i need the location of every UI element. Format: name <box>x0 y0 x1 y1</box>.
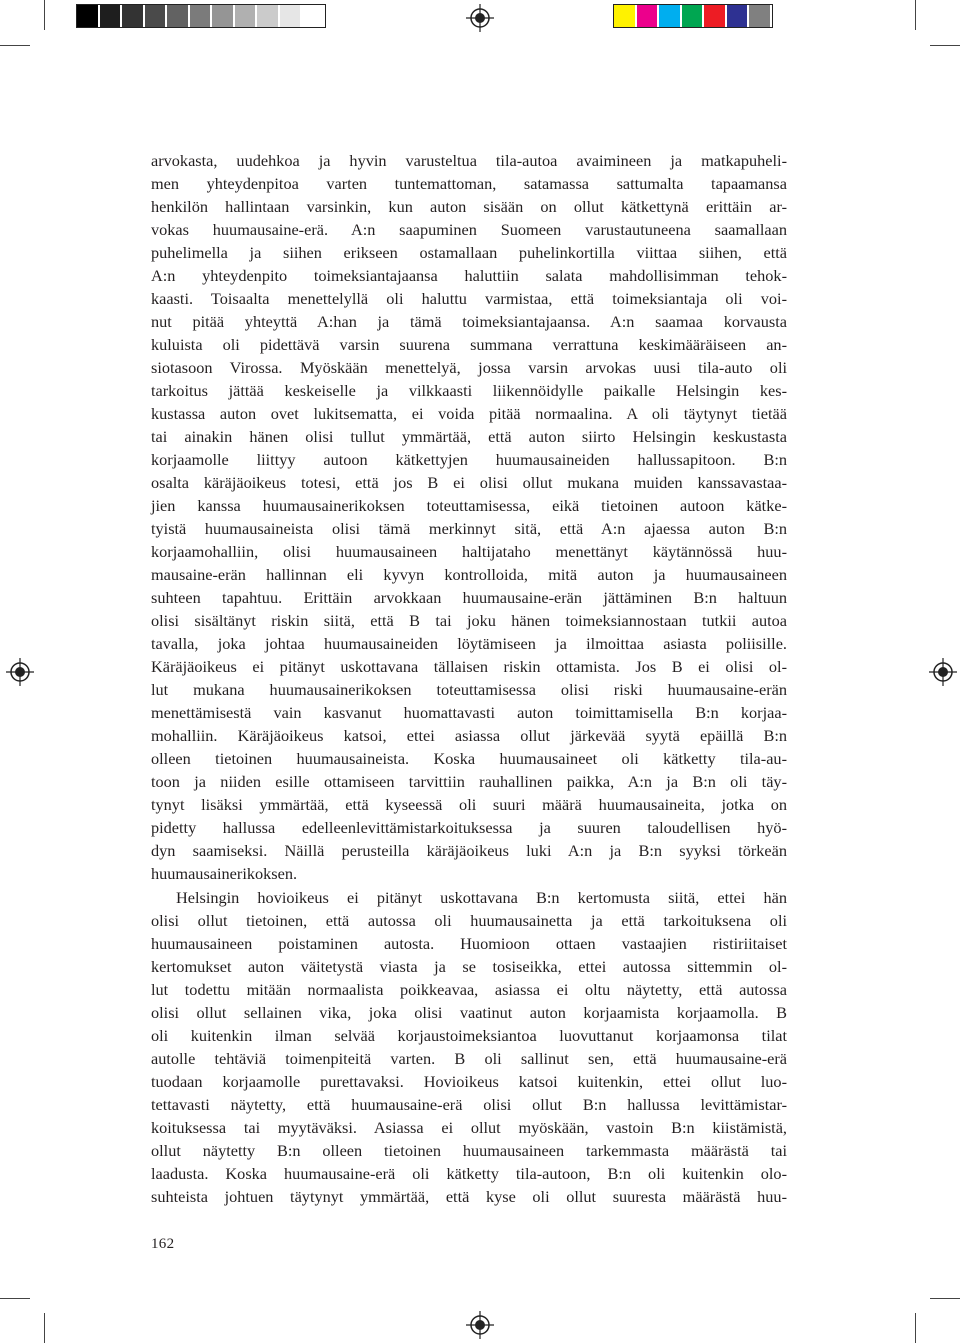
text-line: olisi ollut sellainen vika, joka olisi vaatinut auton korjaamista korjaamolla. B <box>151 1002 787 1022</box>
text-line: tai ainakin hänen olisi tullut ymmärtää, että auton siirto Helsingin keskustasta <box>151 427 787 447</box>
crop-mark-top-left-horizontal <box>0 45 30 46</box>
text-line: Käräjäoikeus ei pitänyt uskottavana tällaisen riskin ottamista. Jos B ei olisi ol- <box>151 657 787 677</box>
text-line: mohalliin. Käräjäoikeus katsoi, ettei asiassa ollut järkevää syytä epäillä B:n <box>151 726 787 746</box>
text-line: A:n yhteydenpito toimeksiantajaansa haluttiin salata mahdollisimman tehok- <box>151 266 787 286</box>
gray-swatch <box>145 5 168 27</box>
text-line: korjaamolle liittyy autoon kätkettyjen huumausaineiden hallussapitoon. B:n <box>151 450 787 470</box>
text-line: kuluista oli pidettävä varsin suurena summana verrattuna keskimääräiseen an- <box>151 335 787 355</box>
crop-mark-bottom-right-horizontal <box>930 1298 960 1299</box>
color-swatch <box>704 5 727 27</box>
text-line: tynyt lisäksi ymmärtää, että kyseessä oli suuri määrä huumausaineita, jotka on <box>151 795 787 815</box>
text-line: mausaine-erän hallinnan eli kyvyn kontrolloida, mitä auton ja huumausaineen <box>151 565 787 585</box>
page-number: 162 <box>151 1236 175 1252</box>
text-line: nut pitää yhteyttä A:han ja tämä toimeksiantajaansa. A:n saamaa korvausta <box>151 312 787 332</box>
text-line: pidetty hallussa edelleenlevittämistarkoituksessa ja suuren taloudellisen hyö- <box>151 818 787 838</box>
text-line: men yhteydenpitoa varten tuntemattoman, satamassa sattumalta tapaamansa <box>151 174 787 194</box>
text-line: huumausaineen poistaminen autosta. Huomioon ottaen vastaajien ristiriitaiset <box>151 933 787 953</box>
text-line: tarkoitus jättää keskeiselle ja vilkkaasti liikennöidylle paikalle Helsingin kes- <box>151 381 787 401</box>
color-swatch <box>749 5 772 27</box>
gray-swatch <box>100 5 123 27</box>
text-line: tyistä huumausaineista olisi tämä merkinnyt sitä, että A:n ajaessa auton B:n <box>151 519 787 539</box>
text-line: laadusta. Koska huumausaine-erä oli kätketty tila-autoon, B:n oli kuitenkin olo- <box>151 1163 787 1183</box>
text-line: tettavasti näytetty, että huumausaine-erä olisi ollut B:n hallussa levittämistar- <box>151 1094 787 1114</box>
crop-mark-top-right-vertical <box>915 0 916 30</box>
text-line: toon ja niiden esille ottamiseen tarvittiin rauhallinen paikka, A:n ja B:n oli täy- <box>151 772 787 792</box>
text-line: osalta käräjäoikeus totesi, että jos B ei olisi ollut mukana muiden kanssavastaa- <box>151 473 787 493</box>
registration-mark-bottom-icon <box>466 1311 494 1339</box>
registration-mark-top-icon <box>466 4 494 32</box>
gray-swatch <box>212 5 235 27</box>
text-line: dyn saamiseksi. Näillä perusteilla käräjäoikeus luki A:n ja B:n syyksi törkeän <box>151 841 787 861</box>
text-line: ollut näytetty B:n olleen tietoinen huumausaineen tarkemmasta määrästä tai <box>151 1140 787 1160</box>
text-line: olleen tietoinen huumausaineista. Koska huumausaineet oli kätketty tila-au- <box>151 749 787 769</box>
text-line: vokas huumausaine-erä. A:n saapuminen Suomeen varustautuneena saamallaan <box>151 220 787 240</box>
gray-swatch <box>302 5 325 27</box>
text-line: Helsingin hovioikeus ei pitänyt uskottavana B:n kertomusta siitä, ettei hän <box>176 887 787 907</box>
gray-swatch <box>167 5 190 27</box>
gray-swatch <box>280 5 303 27</box>
text-line: huumausainerikoksen. <box>151 864 298 884</box>
text-line: puhelimella ja siihen erikseen ostamallaan puhelinkortilla viittaa siihen, että <box>151 243 787 263</box>
text-line: kertomukset auton väitetystä viasta ja se tosiseikka, ettei autossa sittemmin ol- <box>151 956 787 976</box>
text-line: kaasti. Toisaalta menettelyllä oli haluttu varmistaa, että toimeksiantaja oli voi- <box>151 289 787 309</box>
color-swatch <box>637 5 660 27</box>
gray-swatch <box>235 5 258 27</box>
paragraph <box>151 886 787 1208</box>
grayscale-color-bar <box>76 4 326 28</box>
registration-mark-left-icon <box>6 658 34 686</box>
text-line: lut todettu mitään normaalista poikkeavaa, asiassa ei oltu näytetty, että autossa <box>151 979 787 999</box>
gray-swatch <box>77 5 100 27</box>
gray-swatch <box>257 5 280 27</box>
text-line: tuodaan korjaamolle purettavaksi. Hovioikeus katsoi kuitenkin, ettei ollut luo- <box>151 1071 787 1091</box>
color-swatch <box>727 5 750 27</box>
paragraph <box>151 149 787 886</box>
text-line: menettämisestä vain kasvanut huomattavasti auton toimittamisella B:n korjaa- <box>151 703 787 723</box>
text-line: oli kuitenkin ilman selvää korjaustoimeksiantoa luovuttanut korjaamonsa tilat <box>151 1025 787 1045</box>
text-line: autolle tehtäviä toimenpiteitä varten. B oli sallinut sen, että huumausaine-erä <box>151 1048 787 1068</box>
text-line: suhteen tapahtuu. Erittäin arvokkaan huumausaine-erän jättäminen B:n haltuun <box>151 588 787 608</box>
text-line: olisi ollut tietoinen, että autossa oli huumausainetta ja että tarkoituksena oli <box>151 910 787 930</box>
crop-mark-top-left-vertical <box>44 0 45 30</box>
color-swatch <box>659 5 682 27</box>
text-line: lut mukana huumausainerikoksen toteuttamisessa olisi riski huumausaine-erän <box>151 680 787 700</box>
color-swatch <box>682 5 705 27</box>
text-line: jien kanssa huumausainerikoksen toteuttamisessa, eikä tietoinen autoon kätke- <box>151 496 787 516</box>
crop-mark-bottom-left-vertical <box>44 1313 45 1343</box>
registration-mark-right-icon <box>929 658 957 686</box>
text-line: korjaamohalliin, olisi huumausaineen haltijataho menettänyt käytännössä huu- <box>151 542 787 562</box>
body-text <box>151 149 787 1208</box>
crop-mark-top-right-horizontal <box>930 45 960 46</box>
text-line: olisi sisältänyt riskin siitä, että B tai joku hänen toimeksiannostaan tutkii autoa <box>151 611 787 631</box>
gray-swatch <box>122 5 145 27</box>
crop-mark-bottom-left-horizontal <box>0 1298 30 1299</box>
gray-swatch <box>190 5 213 27</box>
text-line: arvokasta, uudehkoa ja hyvin varusteltua tila-autoa avaimineen ja matkapuheli- <box>151 151 787 170</box>
color-swatch <box>614 5 637 27</box>
text-line: henkilön hallintaan varsinkin, kun auton sisään on ollut kätkettynä erittäin ar- <box>151 197 787 217</box>
crop-mark-bottom-right-vertical <box>915 1313 916 1343</box>
text-line: kustassa auton ovet lukitsematta, ei voida pitää normaalina. A oli täytynyt tietää <box>151 404 787 424</box>
text-line: tavalla, joka johtaa huumausaineiden löytämiseen ja ilmoittaa asiasta poliisille. <box>151 634 787 654</box>
process-color-bar <box>613 4 773 28</box>
text-line: suhteista johtuen täytynyt ymmärtää, että kyse oli ollut suuresta määrästä huu- <box>151 1186 787 1206</box>
text-line: siotasoon Virossa. Myöskään menettelyä, jossa varsin arvokas uusi tila-auto oli <box>151 358 787 378</box>
text-line: koituksessa tai myytäväksi. Asiassa ei ollut myöskään, vastoin B:n kiistämistä, <box>151 1117 787 1137</box>
